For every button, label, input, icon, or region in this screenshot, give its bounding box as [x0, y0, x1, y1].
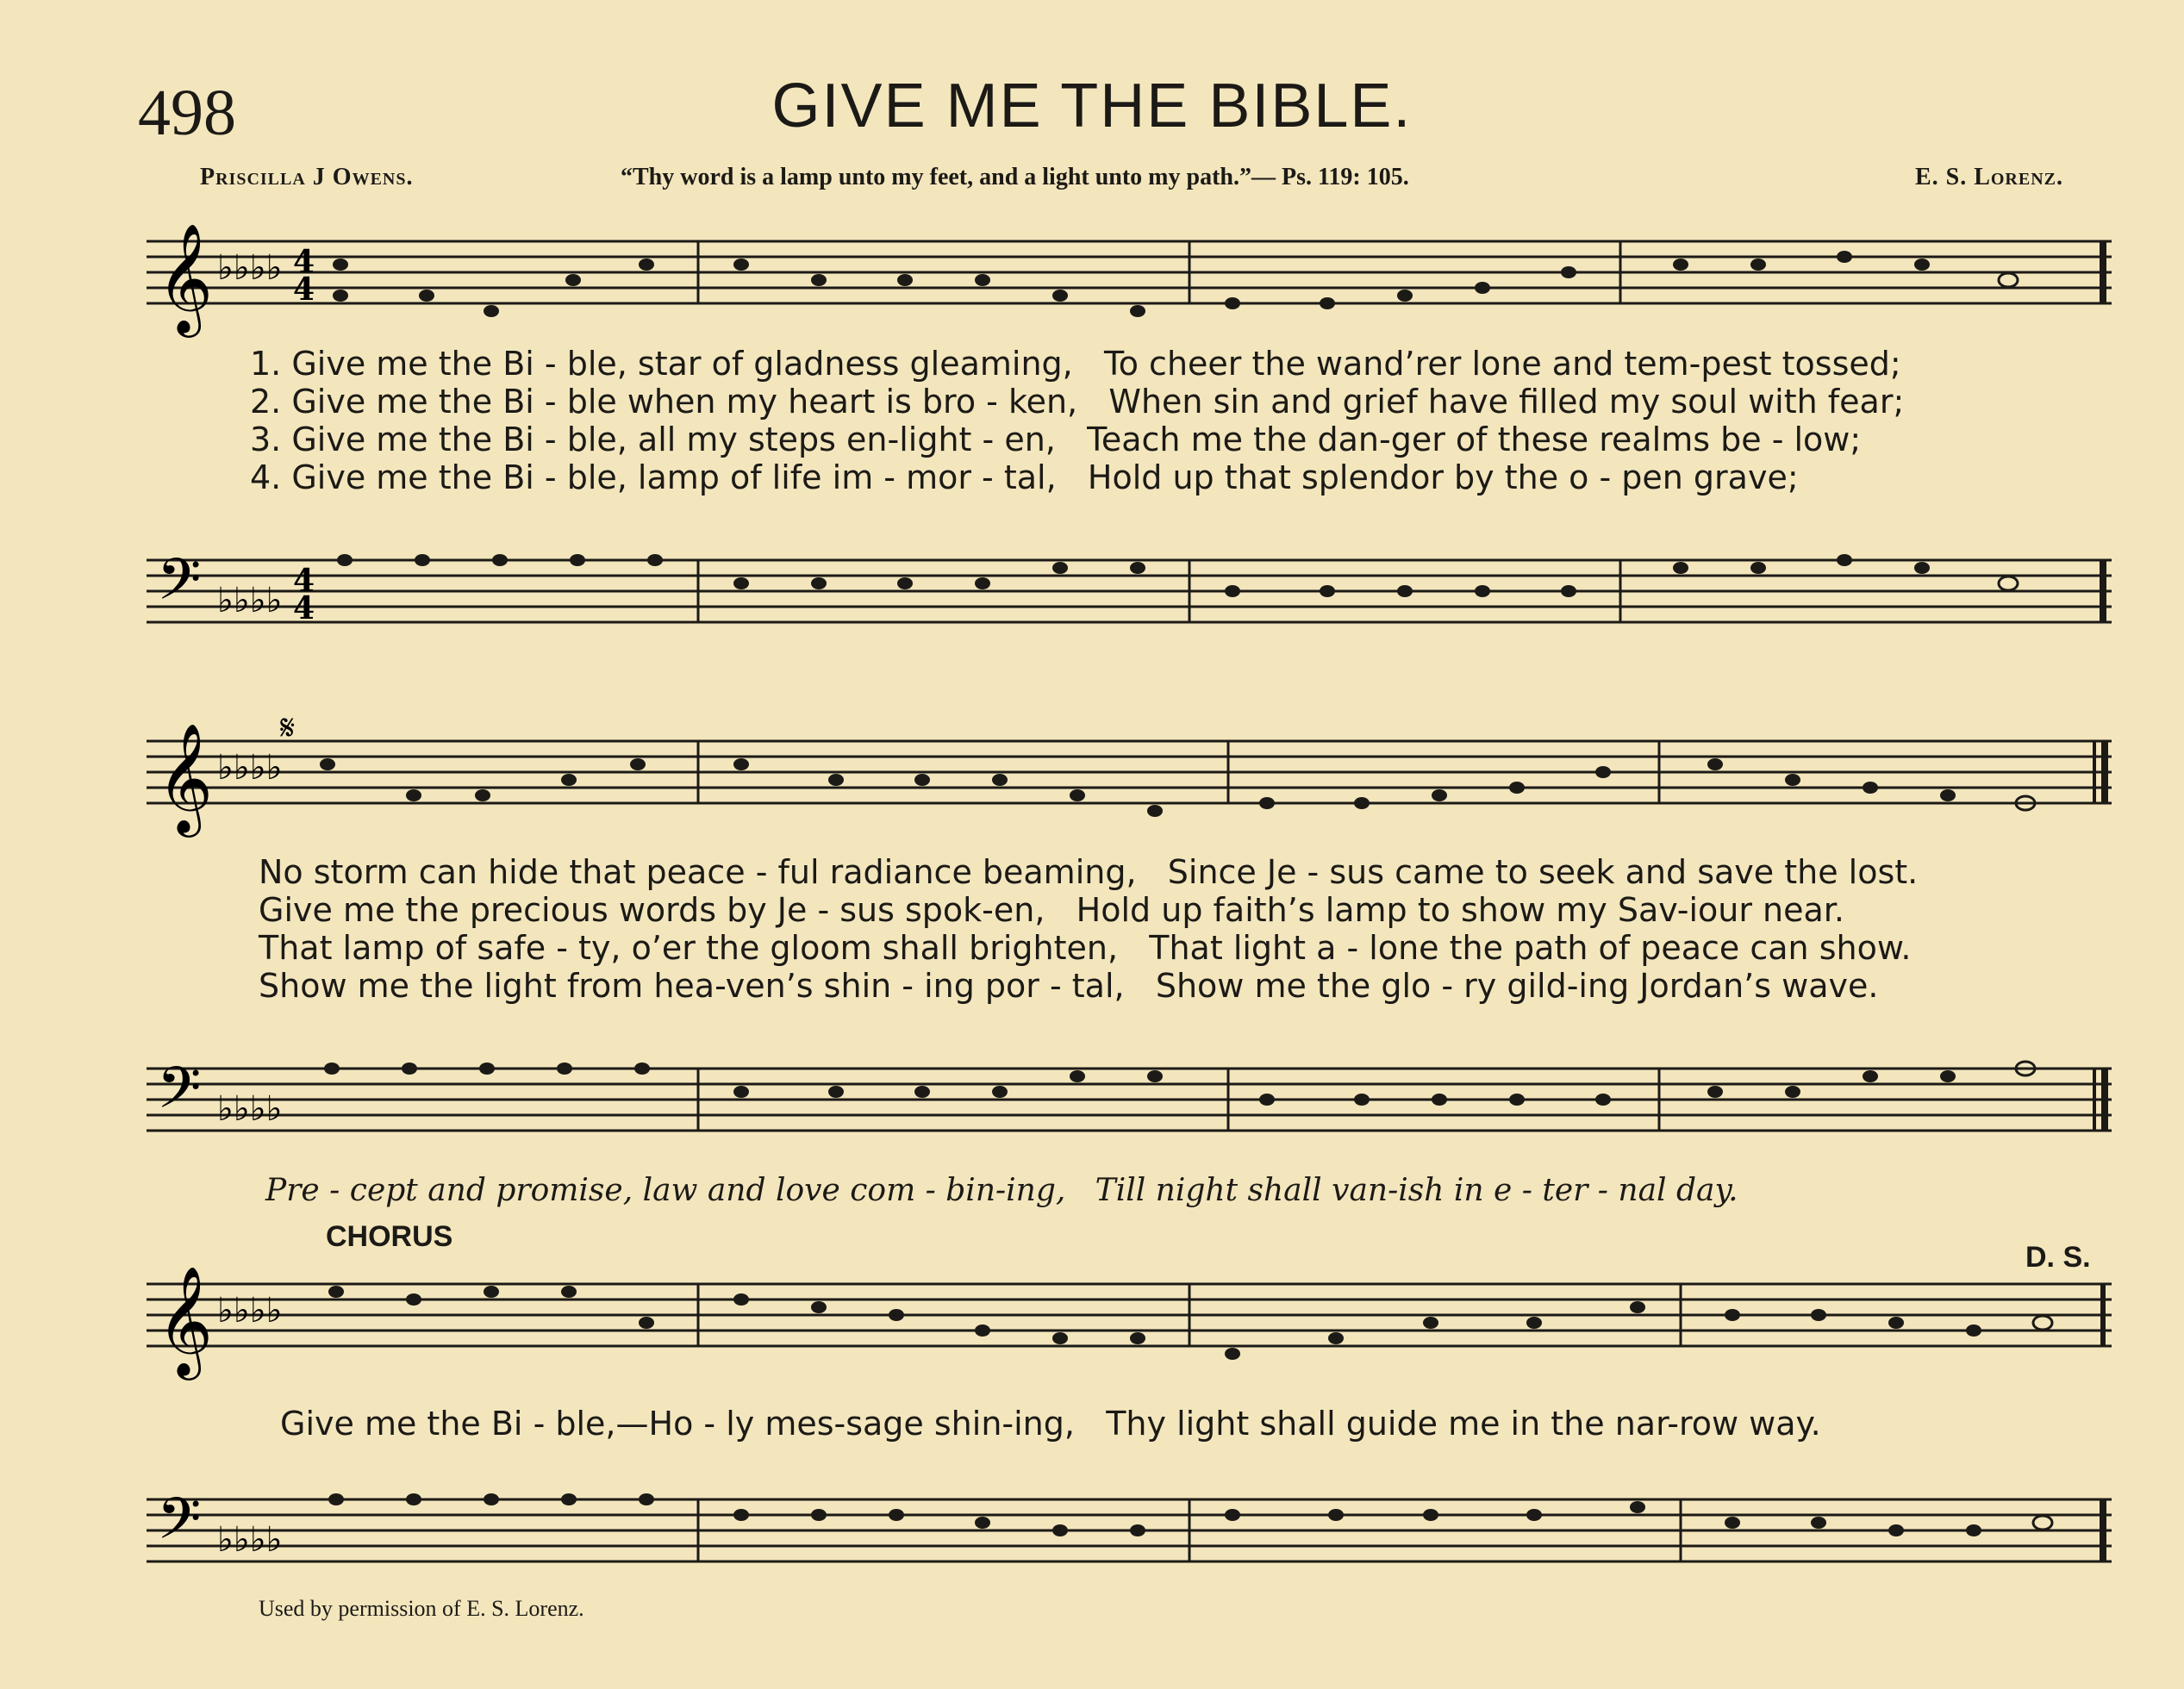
verse-line: 1. Give me the Bi - ble, star of gladness gleaming, To cheer the wand’rer lone and tem-pest tossed; — [250, 345, 1901, 383]
verse-line: No storm can hide that peace - ful radiance beaming, Since Je - sus came to seek and save the lost. — [259, 853, 1919, 891]
system-1-treble-staff — [138, 207, 2120, 345]
system-2-treble-staff — [138, 707, 2120, 844]
svg-text:♭♭♭♭: ♭♭♭♭ — [217, 1291, 283, 1331]
hymn-title: GIVE ME THE BIBLE. — [771, 72, 1413, 140]
svg-text:4: 4 — [293, 271, 315, 308]
system-1-verses — [250, 345, 2112, 496]
svg-text:𝄢: 𝄢 — [157, 1486, 202, 1566]
svg-text:♭♭♭♭: ♭♭♭♭ — [217, 748, 283, 788]
svg-text:𝄢: 𝄢 — [157, 1055, 202, 1135]
hymn-number: 498 — [138, 77, 236, 149]
svg-text:♭♭♭♭: ♭♭♭♭ — [217, 1089, 283, 1129]
refrain-line: Pre - cept and promise, law and love com - bin-ing, Till night shall van-ish in e - ter - nal day. — [265, 1173, 1738, 1208]
chorus-line: Give me the Bi - ble,—Ho - ly mes-sage shin-ing, Thy light shall guide me in the nar-row way. — [280, 1405, 1821, 1443]
treble-notes — [333, 251, 2018, 317]
verse-line: Show me the light from hea-ven’s shin - ing por - tal, Show me the glo - ry gild-ing Jordan’s wave. — [259, 967, 1879, 1005]
segno-sign: 𝄋 — [280, 708, 296, 748]
svg-text:𝄞: 𝄞 — [157, 722, 214, 832]
composer-credit: E. S. Lorenz. — [1914, 164, 2063, 190]
system-1-bass-staff — [138, 508, 2120, 646]
system-3-treble-staff — [138, 1250, 2120, 1387]
scripture-epigraph: “Thy word is a lamp unto my feet, and a light unto my path.”— Ps. 119: 105. — [621, 164, 1409, 190]
system-2-bass-staff — [138, 1017, 2120, 1155]
system-2-refrain-line — [265, 1172, 2127, 1210]
system-3-bass-staff — [138, 1448, 2120, 1586]
svg-text:♭♭♭♭: ♭♭♭♭ — [217, 248, 283, 288]
author-credit: Priscilla J Owens. — [200, 164, 414, 190]
svg-text:𝄞: 𝄞 — [157, 1265, 214, 1375]
verse-line: 3. Give me the Bi - ble, all my steps en-light - en, Teach me the dan-ger of these realms be - low; — [250, 421, 1862, 458]
svg-text:4: 4 — [293, 563, 315, 599]
dal-segno-marking: D. S. — [2025, 1241, 2091, 1274]
svg-text:𝄢: 𝄢 — [157, 546, 202, 626]
permission-note: Used by permission of E. S. Lorenz. — [259, 1596, 584, 1621]
svg-text:4: 4 — [293, 244, 315, 280]
treble-staff-graphic — [138, 207, 2120, 345]
system-2-verses — [259, 853, 2120, 1005]
chorus-lyrics — [280, 1405, 2142, 1443]
verse-line: 4. Give me the Bi - ble, lamp of life im - mor - tal, Hold up that splendor by the o - pen grave; — [250, 458, 1799, 496]
svg-text:♭♭♭♭: ♭♭♭♭ — [217, 581, 283, 620]
svg-text:♭♭♭♭: ♭♭♭♭ — [217, 1520, 283, 1560]
verse-line: That lamp of safe - ty, o’er the gloom shall brighten, That light a - lone the path of peace can show. — [259, 929, 1912, 967]
verse-line: 2. Give me the Bi - ble when my heart is bro - ken, When sin and grief have filled my soul with fear; — [250, 383, 1905, 421]
svg-text:𝄞: 𝄞 — [157, 222, 214, 333]
chorus-label: CHORUS — [326, 1220, 453, 1253]
verse-line: Give me the precious words by Je - sus spok-en, Hold up faith’s lamp to show my Sav-iour near. — [259, 891, 1844, 929]
svg-text:4: 4 — [293, 590, 315, 626]
